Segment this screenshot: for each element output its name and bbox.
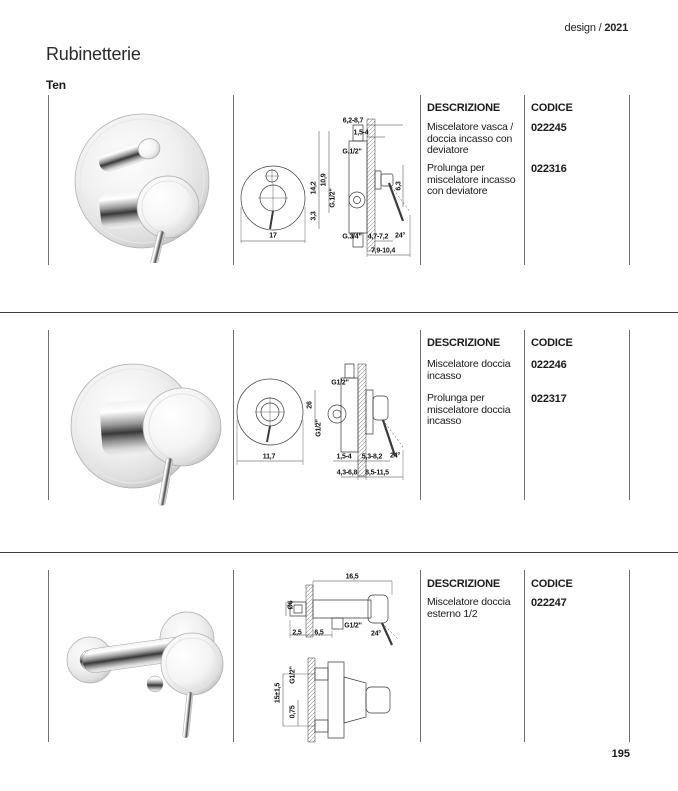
product-code: 022317 — [531, 393, 567, 405]
product-description: Miscelatore doccia incasso — [427, 358, 511, 382]
rule-table-right — [629, 330, 630, 500]
col-header-description: DESCRIZIONE — [427, 337, 500, 349]
product-description: Miscelatore vasca / doccia incasso con deviatore — [427, 121, 514, 156]
col-header-description: DESCRIZIONE — [427, 102, 500, 114]
product-code: 022316 — [531, 163, 567, 175]
rule-table-mid — [524, 330, 525, 500]
dimension-label: 8,5-11,5 — [365, 469, 389, 477]
outlet-port — [147, 676, 163, 692]
product-description: Miscelatore doccia esterno 1/2 — [427, 596, 511, 620]
rule-table-right — [629, 95, 630, 265]
dimension-label: G1/2" — [289, 666, 297, 684]
lever-handle — [182, 692, 193, 738]
technical-drawing-2 — [233, 330, 423, 500]
header-year: 2021 — [604, 22, 628, 34]
dimension-label: 0,75 — [289, 705, 297, 719]
dimension-label: G1/2" — [315, 419, 323, 437]
dimension-label: G.1/2" — [329, 188, 337, 208]
dimension-label: 5,3-8,2 — [361, 453, 383, 461]
dimension-label: 6,3 — [395, 181, 403, 191]
dimension-label: G.3/4" — [342, 233, 362, 241]
product-photo-mixer-incasso — [55, 360, 227, 508]
dimension-label: 10,9 — [320, 173, 328, 187]
page-title: Rubinetterie — [46, 44, 141, 64]
col-header-description: DESCRIZIONE — [427, 578, 500, 590]
dimension-label: 1,5-4 — [336, 453, 352, 461]
page-number: 195 — [611, 748, 630, 760]
dimension-label: G1/2" — [331, 379, 349, 387]
col-header-code: CODICE — [531, 337, 573, 349]
product-photo-mixer-esterno — [52, 592, 237, 747]
dimension-label: 7,9-10,4 — [370, 247, 396, 255]
top-view — [286, 581, 398, 645]
dimension-label: 14,2 — [310, 181, 318, 195]
col-header-code: CODICE — [531, 578, 573, 590]
rule-left — [48, 95, 49, 265]
section-divider — [0, 552, 678, 553]
dimension-label: 26 — [306, 401, 314, 409]
product-description: Prolunga per miscelatore doccia incasso — [427, 392, 511, 427]
dimension-label: 6,5 — [314, 629, 324, 637]
rule-table-right — [629, 570, 630, 742]
dimension-label: G.1/2" — [342, 148, 362, 156]
rule-left — [48, 330, 49, 500]
dimension-label: 17 — [269, 232, 277, 240]
technical-drawing-3 — [270, 565, 420, 760]
col-header-code: CODICE — [531, 102, 573, 114]
rule-table-mid — [524, 95, 525, 265]
dimension-label: 1,5-4 — [353, 129, 369, 137]
dimension-label: 24° — [371, 630, 381, 638]
dimension-label: 11,7 — [262, 453, 276, 461]
side-view — [315, 364, 403, 480]
product-photo-mixer-deviatore — [58, 103, 226, 263]
collection-name: Ten — [46, 78, 66, 92]
product-code: 022245 — [531, 122, 567, 134]
dimension-label: 24° — [395, 232, 405, 240]
product-code: 022246 — [531, 359, 567, 371]
dimension-label: 2,5 — [292, 629, 302, 637]
dimension-label: 3,3 — [310, 211, 318, 221]
dimension-label: 15±1,5 — [274, 682, 282, 704]
dimension-label: Ø6 — [287, 600, 295, 610]
product-code: 022247 — [531, 597, 567, 609]
dimension-label: 4,7-7,2 — [367, 233, 389, 241]
front-view — [241, 166, 305, 243]
dimension-label: 16,5 — [345, 573, 359, 581]
dimension-label: G1/2" — [344, 622, 362, 630]
front-view — [237, 379, 303, 465]
product-description: Prolunga per miscelatore incasso con deviatore — [427, 162, 516, 197]
dimension-label: 6,2-8,7 — [342, 117, 364, 125]
knob-face — [137, 176, 199, 238]
dimension-label: 4,3-6,8 — [336, 469, 358, 477]
knob-face — [161, 633, 223, 695]
header-prefix: design / — [564, 22, 602, 34]
rule-left — [48, 570, 49, 742]
rule-table-mid — [524, 570, 525, 742]
dimension-label: 24° — [390, 452, 400, 460]
technical-drawing-1 — [233, 95, 423, 265]
section-divider — [0, 312, 678, 313]
front-view — [283, 658, 390, 742]
header-design-year — [565, 22, 628, 34]
knob-face — [143, 388, 221, 466]
rule-table-left — [420, 570, 421, 742]
